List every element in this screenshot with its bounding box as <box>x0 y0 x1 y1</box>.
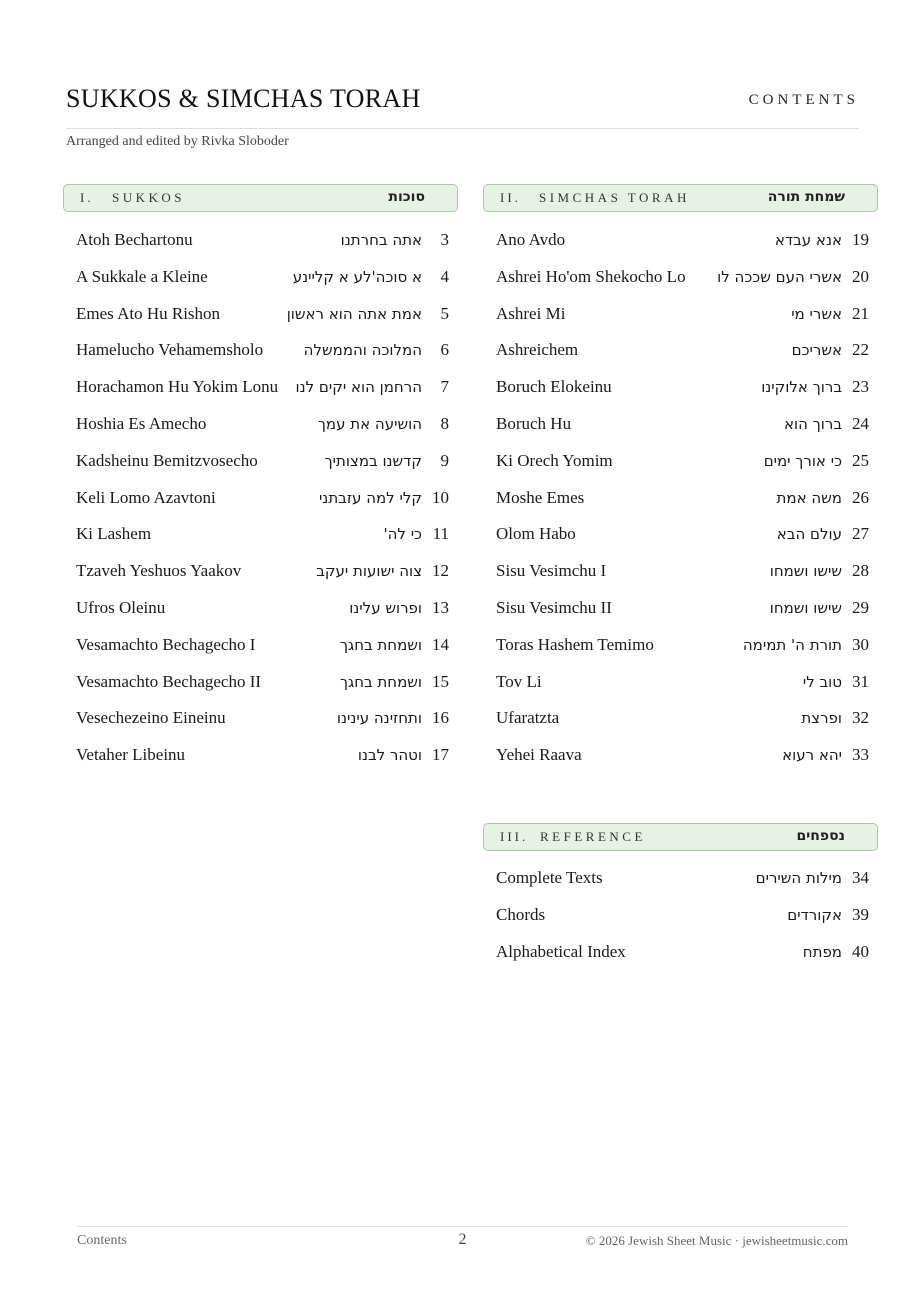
entry-page-number: 23 <box>852 377 869 397</box>
entry-hebrew-title: אקורדים <box>787 905 842 924</box>
toc-entry[interactable] <box>76 298 449 335</box>
entry-hebrew-title: ברוך הוא <box>784 414 842 433</box>
section-name: REFERENCE <box>540 829 646 844</box>
toc-list-reference <box>496 862 869 972</box>
entry-page-number: 12 <box>432 561 449 581</box>
toc-entry[interactable] <box>496 334 869 371</box>
entry-title: Alphabetical Index <box>496 941 626 961</box>
toc-entry[interactable] <box>76 739 449 776</box>
entry-page-number: 16 <box>432 708 449 728</box>
entry-page-number: 4 <box>440 266 449 286</box>
entry-page-number: 31 <box>852 671 869 691</box>
entry-title: Chords <box>496 904 546 924</box>
entry-title: Vesechezeino Eineinu <box>76 708 226 728</box>
entry-hebrew-title: אשרי מי <box>791 304 842 323</box>
entry-page-number: 40 <box>852 941 869 961</box>
toc-entry[interactable] <box>496 261 869 298</box>
toc-entry[interactable] <box>496 862 869 899</box>
section-hebrew-name: שמחת תורה <box>767 189 845 205</box>
entry-hebrew-title: צוה ישועות יעקב <box>316 562 422 581</box>
entry-hebrew-title: יהא רעוא <box>782 746 842 765</box>
toc-entry[interactable] <box>496 445 869 482</box>
entry-hebrew-title: טוב לי <box>802 672 842 691</box>
toc-entry[interactable] <box>496 592 869 629</box>
entry-page-number: 3 <box>440 230 449 249</box>
entry-hebrew-title: שישו ושמחו <box>769 562 842 581</box>
entry-page-number: 22 <box>852 340 869 360</box>
entry-title: Keli Lomo Azavtoni <box>76 487 216 507</box>
toc-entry[interactable] <box>496 408 869 445</box>
entry-page-number: 34 <box>852 868 869 887</box>
section-number: I. <box>80 190 94 205</box>
entry-page-number: 30 <box>852 634 869 654</box>
entry-title: Ashrei Mi <box>496 303 566 323</box>
entry-hebrew-title: ותחזינה עינינו <box>336 709 422 728</box>
entry-hebrew-title: קדשנו במצותיך <box>324 451 422 470</box>
entry-page-number: 5 <box>440 303 449 323</box>
entry-hebrew-title: ופרצת <box>801 709 842 728</box>
toc-entry[interactable] <box>496 298 869 335</box>
toc-entry[interactable] <box>76 445 449 482</box>
entry-hebrew-title: מילות השירים <box>755 869 842 887</box>
entry-title: Olom Habo <box>496 524 576 544</box>
entry-title: Boruch Elokeinu <box>496 377 612 397</box>
entry-hebrew-title: כי לה' <box>383 525 422 544</box>
entry-title: Sisu Vesimchu II <box>496 597 612 617</box>
toc-entry[interactable] <box>76 592 449 629</box>
entry-page-number: 29 <box>852 597 869 617</box>
toc-entry[interactable] <box>496 518 869 555</box>
entry-page-number: 26 <box>852 487 869 507</box>
entry-page-number: 27 <box>852 524 869 544</box>
toc-entry[interactable] <box>76 518 449 555</box>
entry-hebrew-title: המלוכה והממשלה <box>303 341 422 360</box>
toc-list-simchas-torah <box>496 224 869 776</box>
entry-title: Horachamon Hu Yokim Lonu <box>76 377 279 397</box>
entry-page-number: 17 <box>432 745 449 765</box>
toc-entry[interactable] <box>76 334 449 371</box>
footer-copyright: © 2026 Jewish Sheet Music · jewisheetmusic.com <box>585 1233 848 1248</box>
entry-title: Ashrei Ho'om Shekocho Lo <box>496 266 686 286</box>
entry-page-number: 19 <box>852 230 869 249</box>
section-header-reference <box>483 823 878 851</box>
toc-entry[interactable] <box>76 408 449 445</box>
entry-hebrew-title: תורת ה' תמימה <box>742 635 842 654</box>
entry-page-number: 24 <box>852 413 869 433</box>
entry-hebrew-title: כי אורך ימים <box>763 451 842 470</box>
entry-hebrew-title: אנא עבדא <box>774 231 842 249</box>
page-footer <box>77 1226 848 1257</box>
entry-page-number: 13 <box>432 597 449 617</box>
entry-hebrew-title: משה אמת <box>776 488 842 507</box>
entry-title: Kadsheinu Bemitzvosecho <box>76 450 258 470</box>
entry-hebrew-title: שישו ושמחו <box>769 598 842 617</box>
entry-hebrew-title: קלי למה עזבתני <box>318 488 422 507</box>
toc-entry[interactable] <box>76 666 449 703</box>
entry-title: Sisu Vesimchu I <box>496 561 607 581</box>
entry-title: Boruch Hu <box>496 413 572 433</box>
entry-hebrew-title: מפתח <box>802 942 842 961</box>
toc-entry[interactable] <box>496 371 869 408</box>
entry-page-number: 32 <box>852 708 869 728</box>
entry-page-number: 33 <box>852 745 869 765</box>
toc-entry[interactable] <box>76 224 449 261</box>
entry-title: Atoh Bechartonu <box>76 230 193 249</box>
entry-page-number: 8 <box>440 413 449 433</box>
footer-section-label: Contents <box>77 1233 127 1248</box>
entry-title: Ano Avdo <box>496 230 566 249</box>
entry-title: Ufaratzta <box>496 708 560 728</box>
entry-title: Complete Texts <box>496 868 603 887</box>
section-name: SIMCHAS TORAH <box>539 190 690 205</box>
entry-hebrew-title: הושיעה את עמך <box>317 414 422 433</box>
section-name: SUKKOS <box>112 190 186 205</box>
toc-entry[interactable] <box>496 666 869 703</box>
entry-hebrew-title: וטהר לבנו <box>357 746 422 765</box>
toc-entry[interactable] <box>76 555 449 592</box>
entry-hebrew-title: ברוך אלוקינו <box>761 378 842 397</box>
section-number: II. <box>500 190 521 205</box>
entry-page-number: 7 <box>440 377 449 397</box>
toc-entry[interactable] <box>496 936 869 973</box>
toc-entry[interactable] <box>76 702 449 739</box>
entry-hebrew-title: ושמחת בחגך <box>339 635 422 654</box>
entry-title: Vesamachto Bechagecho I <box>76 634 256 654</box>
toc-entry[interactable] <box>76 629 449 666</box>
entry-page-number: 15 <box>432 671 449 691</box>
toc-entry[interactable] <box>496 629 869 666</box>
toc-entry[interactable] <box>496 555 869 592</box>
entry-title: Ki Orech Yomim <box>496 450 613 470</box>
entry-title: A Sukkale a Kleine <box>76 266 208 286</box>
entry-hebrew-title: א סוכה'לע א קליינע <box>292 267 422 286</box>
entry-page-number: 25 <box>852 450 869 470</box>
toc-entry[interactable] <box>496 702 869 739</box>
entry-page-number: 6 <box>440 340 449 360</box>
entry-title: Ufros Oleinu <box>76 597 166 617</box>
toc-entry[interactable] <box>496 482 869 519</box>
footer-page-number: 2 <box>458 1231 467 1248</box>
entry-page-number: 21 <box>852 303 869 323</box>
entry-title: Hamelucho Vehamemsholo <box>76 340 264 360</box>
entry-title: Yehei Raava <box>496 745 582 765</box>
toc-entry[interactable] <box>76 371 449 408</box>
entry-page-number: 28 <box>852 561 869 581</box>
entry-hebrew-title: אתה בחרתנו <box>340 231 422 249</box>
entry-hebrew-title: עולם הבא <box>776 525 842 544</box>
section-number: III. <box>500 829 529 844</box>
entry-title: Moshe Emes <box>496 487 585 507</box>
entry-hebrew-title: הרחמן הוא יקים לנו <box>295 378 422 397</box>
page-title: SUKKOS & SIMCHAS TORAH <box>66 84 421 113</box>
contents-label: CONTENTS <box>748 92 859 108</box>
entry-page-number: 11 <box>432 524 449 544</box>
entry-title: Hoshia Es Amecho <box>76 413 207 433</box>
section-hebrew-name: סוכות <box>388 189 425 205</box>
entry-hebrew-title: ושמחת בחגך <box>339 672 422 691</box>
toc-entry[interactable] <box>496 224 869 261</box>
entry-hebrew-title: אמת אתה הוא ראשון <box>286 304 422 323</box>
entry-hebrew-title: אשרי העם שככה לו <box>717 267 842 286</box>
entry-page-number: 9 <box>440 450 449 470</box>
entry-hebrew-title: אשריכם <box>791 341 842 360</box>
section-hebrew-name: נספחים <box>796 828 845 844</box>
entry-title: Toras Hashem Temimo <box>496 634 654 654</box>
entry-page-number: 20 <box>852 266 869 286</box>
toc-entry[interactable] <box>496 739 869 776</box>
entry-page-number: 10 <box>432 487 449 507</box>
entry-title: Tzaveh Yeshuos Yaakov <box>76 561 242 581</box>
toc-entry[interactable] <box>76 261 449 298</box>
entry-page-number: 39 <box>852 904 869 924</box>
toc-entry[interactable] <box>76 482 449 519</box>
entry-title: Vetaher Libeinu <box>76 745 186 765</box>
entry-title: Ashreichem <box>496 340 579 360</box>
entry-page-number: 14 <box>432 634 449 654</box>
entry-title: Emes Ato Hu Rishon <box>76 303 221 323</box>
toc-entry[interactable] <box>496 899 869 936</box>
entry-hebrew-title: ופרוש עלינו <box>349 598 422 617</box>
page-header <box>66 82 859 129</box>
entry-title: Tov Li <box>496 671 542 691</box>
page-subtitle: Arranged and edited by Rivka Sloboder <box>66 134 289 149</box>
section-header-sukkos <box>63 184 458 212</box>
toc-list-sukkos <box>76 224 449 776</box>
entry-title: Ki Lashem <box>76 524 152 544</box>
entry-title: Vesamachto Bechagecho II <box>76 671 262 691</box>
section-header-simchas-torah <box>483 184 878 212</box>
